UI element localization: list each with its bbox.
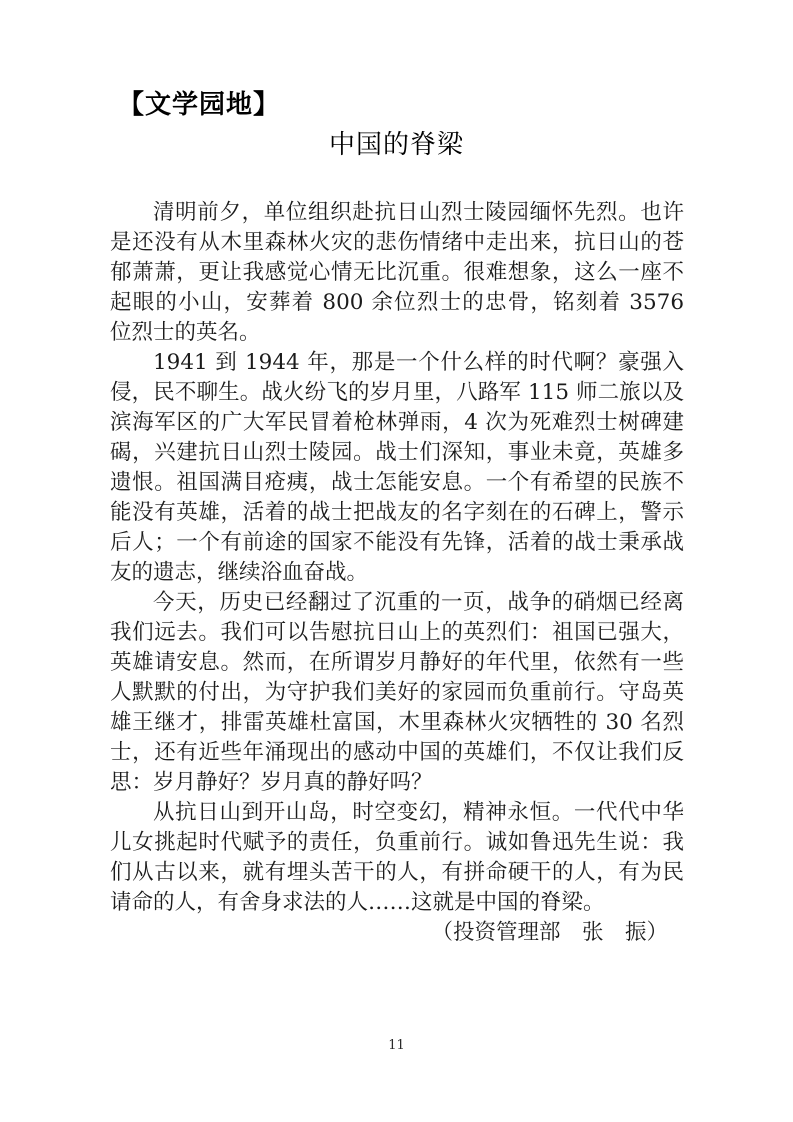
author-signature: （投资管理部 张 振） — [431, 920, 668, 945]
article-title: 中国的脊梁 — [328, 130, 464, 160]
section-label: 【文学园地】 — [118, 90, 281, 120]
article-body — [110, 198, 684, 948]
paragraph: 1941 到 1944 年，那是一个什么样的时代啊？豪强入侵，民不聊生。战火纷飞的岁月里，八路军 115 师二旅以及滨海军区的广大军民冒着枪林弹雨，4 次为死难烈士树碑建碣，兴建抗日山烈士陵园。战士们深知，事业未竟，英雄多遗恨。祖国满目疮痍，战士怎能安息。一个有希望的民族不能没有英雄，活着的战士把战友的名字刻在的石碑上，警示后人；一个有前途的国家不能没有先锋，活着的战士秉承战友的遗志，继续浴血奋战。 — [110, 350, 684, 585]
paragraph: 从抗日山到开山岛，时空变幻，精神永恒。一代代中华儿女挑起时代赋予的责任，负重前行。诚如鲁迅先生说：我们从古以来，就有埋头苦干的人，有拼命硬干的人，有为民请命的人，有舍身求法的人……这就是中国的脊梁。 — [110, 800, 684, 915]
paragraph: 清明前夕，单位组织赴抗日山烈士陵园缅怀先烈。也许是还没有从木里森林火灾的悲伤情绪中走出来，抗日山的苍郁萧萧，更让我感觉心情无比沉重。很难想象，这么一座不起眼的小山，安葬着 800 余位烈士的忠骨，铭刻着 3576 位烈士的英名。 — [110, 200, 684, 345]
paragraph: 今天，历史已经翻过了沉重的一页，战争的硝烟已经离我们远去。我们可以告慰抗日山上的英烈们：祖国已强大，英雄请安息。然而，在所谓岁月静好的年代里，依然有一些人默默的付出，为守护我们美好的家园而负重前行。守岛英雄王继才，排雷英雄杜富国，木里森林火灾牺牲的 30 名烈士，还有近些年涌现出的感动中国的英雄们，不仅让我们反思：岁月静好？岁月真的静好吗？ — [110, 590, 684, 795]
page-number: 11 — [388, 1038, 405, 1053]
